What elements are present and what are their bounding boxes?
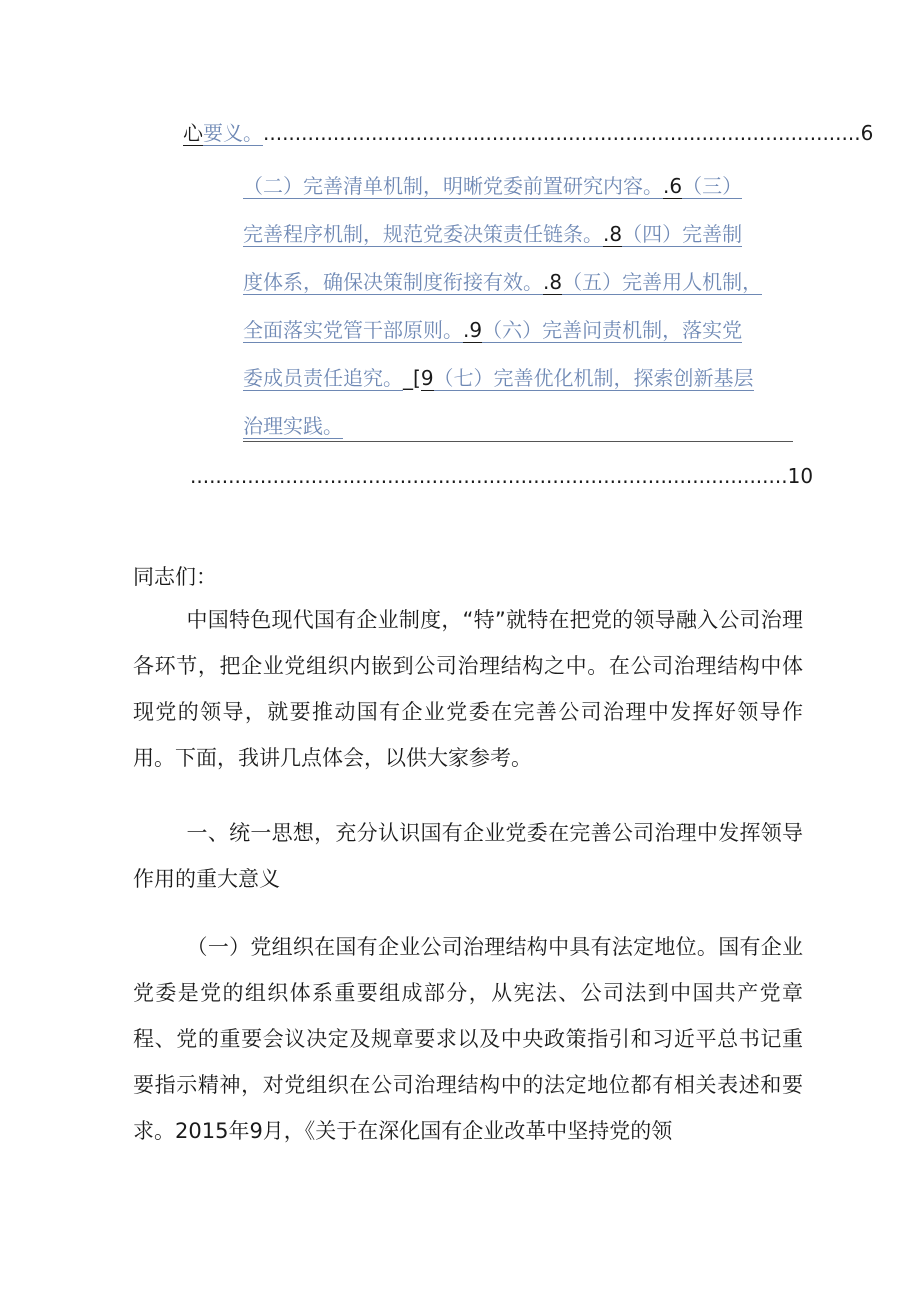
toc-link[interactable]: 治理实践。: [243, 414, 343, 438]
toc-block: [243, 166, 813, 454]
toc-link[interactable]: （三）: [682, 174, 743, 198]
toc-link[interactable]: （二）完善清单机制，明晰党委前置研究内容。: [243, 174, 663, 198]
toc-line[interactable]: [243, 166, 813, 214]
toc-page-number: .8: [603, 222, 623, 246]
toc-leader-dots: ..............................................................................................: [263, 121, 861, 145]
greeting-text: 同志们：: [133, 565, 217, 589]
intro-paragraph-text: 中国特色现代国有企业制度，“特”就特在把党的领导融入公司治理各环节，把企业党组织内嵌到公司治理结构之中。在公司治理结构中体现党的领导，就要推动国有企业党委在完善公司治理中发挥好领导作用。下面，我讲几点体会，以供大家参考。: [133, 608, 803, 770]
toc-page-number: 9: [420, 366, 434, 390]
toc-line[interactable]: [243, 214, 813, 262]
toc-page-number: 10: [787, 464, 814, 488]
toc-divider: [243, 441, 793, 442]
section-heading: [133, 810, 803, 902]
toc-leader-dots: ..............................................................................................: [190, 464, 788, 488]
toc-link[interactable]: （四）完善制: [622, 222, 743, 246]
toc-link[interactable]: 度体系，确保决策制度衔接有效。: [243, 270, 543, 294]
body-paragraph-text: （一）党组织在国有企业公司治理结构中具有法定地位。国有企业党委是党的组织体系重要组成部分，从宪法、公司法到中国共产党章程、党的重要会议决定及规章要求以及中央政策指引和习近平总书记重要指示精神，对党组织在公司治理结构中的法定地位都有相关表述和要求。2015年9月，《关于在深化国有企业改革中坚持党的领: [133, 935, 803, 1143]
toc-entry-1-link[interactable]: 要义。: [203, 121, 263, 145]
toc-link[interactable]: （五）完善用人机制，: [562, 270, 763, 294]
toc-link[interactable]: （六）完善问责机制，落实党: [482, 318, 743, 342]
toc-line[interactable]: [243, 406, 813, 454]
toc-link[interactable]: 完善程序机制，规范党委决策责任链条。: [243, 222, 603, 246]
intro-paragraph: [133, 597, 803, 781]
greeting: [133, 554, 803, 600]
toc-mark: _[: [403, 366, 421, 390]
toc-line[interactable]: [243, 262, 813, 310]
section-heading-text: 一、统一思想，充分认识国有企业党委在完善公司治理中发挥领导作用的重大意义: [133, 821, 803, 891]
toc-line[interactable]: [243, 310, 813, 358]
toc-line[interactable]: [243, 358, 813, 406]
toc-page-number: .6: [663, 174, 683, 198]
toc-link[interactable]: 全面落实党管干部原则。: [243, 318, 463, 342]
toc-last-line[interactable]: [190, 461, 814, 491]
toc-entry-1-prefix: 心: [183, 121, 203, 145]
toc-link[interactable]: （七）完善优化机制，探索创新基层: [433, 366, 754, 390]
toc-page-number: .8: [543, 270, 563, 294]
body-paragraph: [133, 924, 803, 1154]
toc-entry-1[interactable]: [183, 118, 874, 148]
toc-link[interactable]: 委成员责任追究。: [243, 366, 403, 390]
toc-page-number: .9: [463, 318, 483, 342]
toc-page-number: 6: [860, 121, 874, 145]
